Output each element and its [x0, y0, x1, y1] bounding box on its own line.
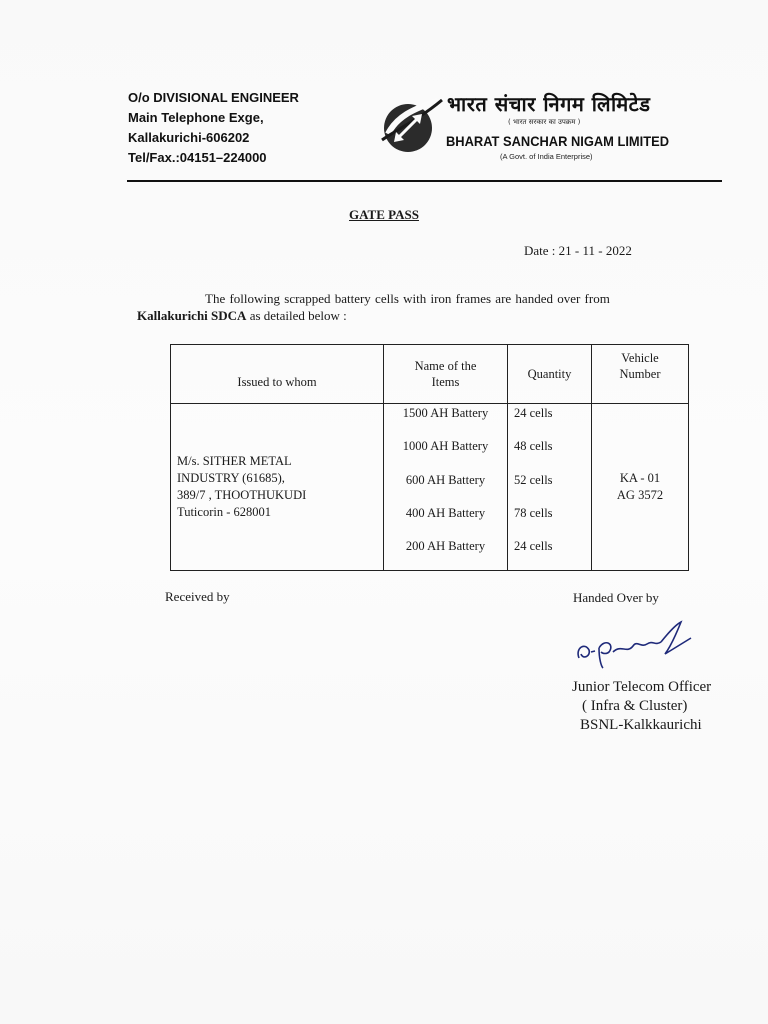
item-quantity: 48 cells [514, 439, 553, 454]
header-vehicle [592, 345, 689, 404]
handwritten-signature-icon [565, 618, 695, 670]
office-line: O/o DIVISIONAL ENGINEER [128, 90, 299, 105]
handed-over-by-label: Handed Over by [573, 590, 659, 605]
item-name: 600 AH Battery [405, 472, 486, 487]
item-quantity: 78 cells [514, 505, 553, 520]
item-quantity: 24 cells [514, 406, 553, 420]
header-label: Vehicle Number [619, 351, 661, 381]
company-note: (A Govt. of India Enterprise) [500, 152, 593, 161]
company-name-hindi: भारत संचार निगम लिमिटेड [447, 92, 651, 116]
vehicle-line: KA - 01 [619, 471, 661, 486]
issued-line: INDUSTRY (61685), [177, 471, 285, 486]
vehicle-line: AG 3572 [616, 488, 664, 503]
items-cell [384, 404, 508, 571]
intro-bold: Kallakurichi SDCA [137, 308, 247, 323]
officer-location: BSNL-Kalkkaurichi [580, 717, 702, 733]
header-issued-to [171, 345, 384, 404]
office-line: Main Telephone Exge, [128, 110, 264, 125]
office-line: Kallakurichi-606202 [128, 130, 250, 145]
vehicle-cell [592, 404, 689, 571]
intro-line [137, 307, 657, 324]
gate-pass-table [170, 344, 689, 571]
issued-line: M/s. SITHER METAL [177, 454, 292, 469]
intro-paragraph [137, 290, 657, 324]
office-address [128, 88, 299, 168]
title-text: GATE PASS [349, 207, 419, 222]
quantity-cell [508, 404, 592, 571]
officer-signature-block [572, 678, 711, 735]
intro-line: The following scrapped battery cells with iron frames are handed over from [205, 291, 610, 306]
header-label: Issued to whom [237, 374, 317, 389]
header-quantity [508, 345, 592, 404]
item-name: 400 AH Battery [405, 505, 486, 520]
bsnl-logo-icon [378, 94, 444, 158]
document-date: Date : 21 - 11 - 2022 [524, 243, 632, 258]
header-items [384, 345, 508, 404]
document-title [0, 207, 768, 223]
header-label: Name of the Items [414, 359, 477, 389]
officer-title: Junior Telecom Officer [572, 679, 712, 695]
item-quantity: 24 cells [514, 539, 553, 554]
company-subtitle-hindi: ( भारत सरकार का उपक्रम ) [508, 118, 581, 126]
item-quantity: 52 cells [514, 472, 553, 487]
item-name: 1500 AH Battery [402, 406, 489, 420]
issued-to-cell [171, 404, 384, 571]
received-by-label: Received by [165, 589, 230, 604]
item-name: 200 AH Battery [405, 539, 486, 554]
officer-unit: ( Infra & Cluster) [582, 698, 688, 714]
issued-line: 389/7 , THOOTHUKUDI [177, 488, 307, 503]
table-row [171, 404, 689, 571]
intro-rest: as detailed below : [246, 308, 347, 323]
header-divider [127, 180, 722, 182]
issued-line: Tuticorin - 628001 [177, 505, 271, 520]
table-header-row [171, 345, 689, 404]
company-name-english: BHARAT SANCHAR NIGAM LIMITED [446, 133, 669, 149]
office-line: Tel/Fax.:04151–224000 [128, 150, 267, 165]
header-label: Quantity [527, 366, 572, 381]
item-name: 1000 AH Battery [402, 439, 489, 454]
